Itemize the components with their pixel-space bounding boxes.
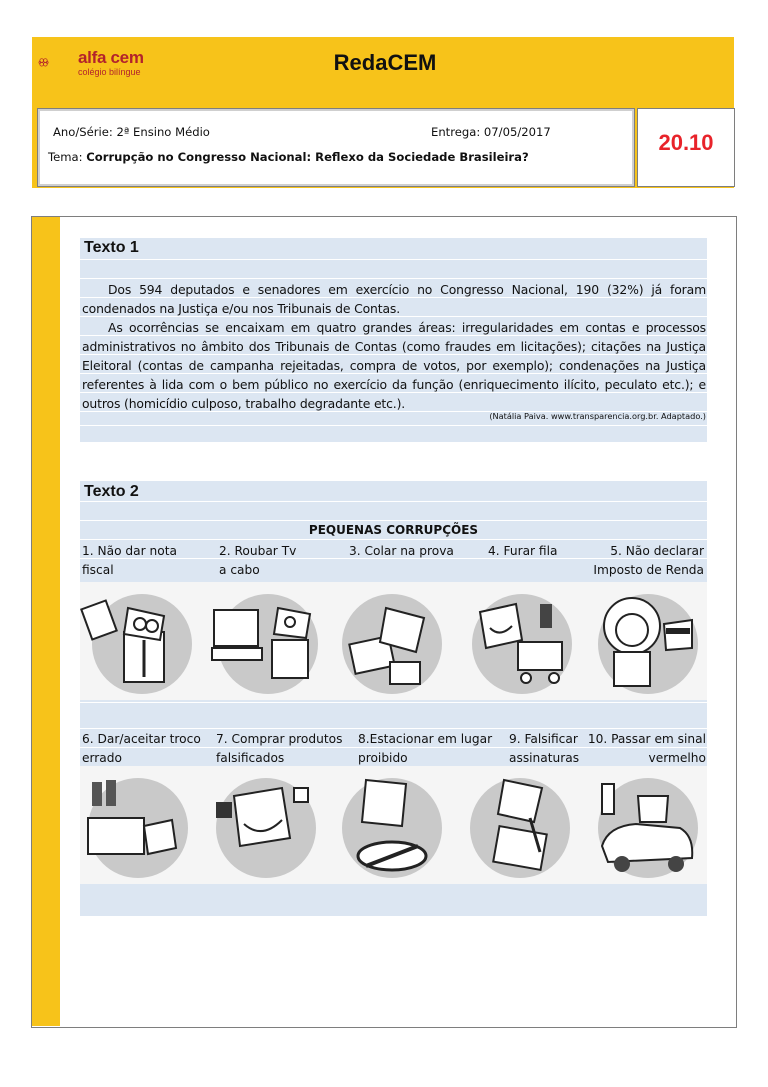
caption-5-line1: 5. Não declarar — [610, 544, 704, 558]
caption-4-line1: 4. Furar fila — [488, 544, 558, 558]
divider — [80, 702, 707, 703]
forged-signature-illustration — [460, 766, 578, 884]
red-light-illustration — [588, 766, 706, 884]
caption-6 — [82, 730, 212, 768]
caption-10 — [586, 730, 706, 768]
entrega-value: 07/05/2017 — [483, 125, 551, 139]
no-invoice-illustration — [80, 582, 198, 700]
caption-7-line1: 7. Comprar produtos — [216, 732, 343, 746]
caption-3-line1: 3. Colar na prova — [349, 544, 454, 558]
illegal-parking-illustration — [330, 766, 448, 884]
entrega-label: Entrega: — [431, 125, 481, 139]
serie-label: Ano/Série: — [53, 125, 113, 139]
texto2-title: Texto 2 — [84, 483, 139, 500]
caption-5-line2: Imposto de Renda — [593, 563, 704, 577]
caption-6-line2: errado — [82, 751, 122, 765]
page-title: RedaCEM — [333, 50, 437, 75]
entrega-line — [431, 125, 551, 139]
caption-2 — [219, 542, 319, 580]
lion-tax-illustration — [588, 582, 706, 700]
texto2-subtitle: PEQUENAS CORRUPÇÕES — [308, 523, 479, 537]
divider — [80, 520, 707, 521]
tema-label: Tema: — [48, 150, 83, 164]
caption-6-line1: 6. Dar/aceitar troco — [82, 732, 201, 746]
texto1-title: Texto 1 — [84, 239, 139, 256]
caption-8-line1: 8.Estacionar em lugar — [358, 732, 493, 746]
caption-7-line2: falsificados — [216, 751, 285, 765]
texto1-paragraph1: Dos 594 deputados e senadores em exercício no Congresso Nacional, 190 (32%) já foram condenados na Justiça e/ou nos Tribunais de Contas. — [82, 282, 706, 316]
caption-9-line2: assinaturas — [509, 751, 580, 765]
texto1-source: (Natália Paiva. www.transparencia.org.br. Adaptado.) — [489, 411, 706, 421]
caption-1-line2: fiscal — [82, 563, 114, 577]
grade-box — [637, 108, 735, 187]
tema-line — [48, 150, 529, 164]
divider — [80, 278, 707, 279]
caption-7 — [216, 730, 356, 768]
divider — [80, 501, 707, 502]
caption-8 — [358, 730, 503, 768]
wrong-change-illustration — [80, 766, 198, 884]
logo-name: alfa cem — [78, 48, 144, 67]
caption-9-line1: 9. Falsificar — [509, 732, 578, 746]
cutting-line-illustration — [460, 582, 578, 700]
caption-2-line1: 2. Roubar Tv — [219, 544, 297, 558]
caption-5 — [586, 542, 704, 580]
divider — [80, 728, 707, 729]
left-yellow-bar — [32, 217, 60, 1026]
caption-1 — [82, 542, 197, 580]
alfa-cem-logo-icon — [38, 45, 78, 81]
texto1-paragraph2: As ocorrências se encaixam em quatro grandes áreas: irregularidades em contas e processos administrativos no âmbito dos Tribunais de Contas (como fraudes em licitações); citações na Justiça Eleitoral (contas de campanha rejeitadas, compra de votos, por exemplo); condenações na Justiça referentes à lida com o bem público no exercício da função (enriquecimento ilícito, peculato etc.); e outros (homicídio culposo, trabalho degradante etc.). — [82, 320, 706, 411]
caption-10-line2: vermelho — [648, 751, 706, 765]
caption-4 — [488, 542, 578, 561]
cheating-test-illustration — [330, 582, 448, 700]
cable-tv-illustration — [206, 582, 324, 700]
caption-10-line1: 10. Passar em sinal — [587, 732, 706, 746]
tema-value: Corrupção no Congresso Nacional: Reflexo da Sociedade Brasileira? — [86, 150, 529, 164]
caption-3 — [349, 542, 479, 561]
caption-8-line2: proibido — [358, 751, 408, 765]
counterfeit-products-illustration — [204, 766, 322, 884]
caption-2-line2: a cabo — [219, 563, 260, 577]
grade-value: 20.10 — [658, 130, 714, 155]
serie-value: 2ª Ensino Médio — [116, 125, 210, 139]
logo-subtitle: colégio bilíngue — [78, 67, 141, 77]
divider — [80, 259, 707, 260]
info-box — [37, 108, 635, 187]
serie-line — [53, 125, 210, 139]
caption-9 — [509, 730, 589, 768]
caption-1-line1: 1. Não dar nota — [82, 544, 177, 558]
divider — [80, 425, 707, 426]
divider — [80, 539, 707, 540]
